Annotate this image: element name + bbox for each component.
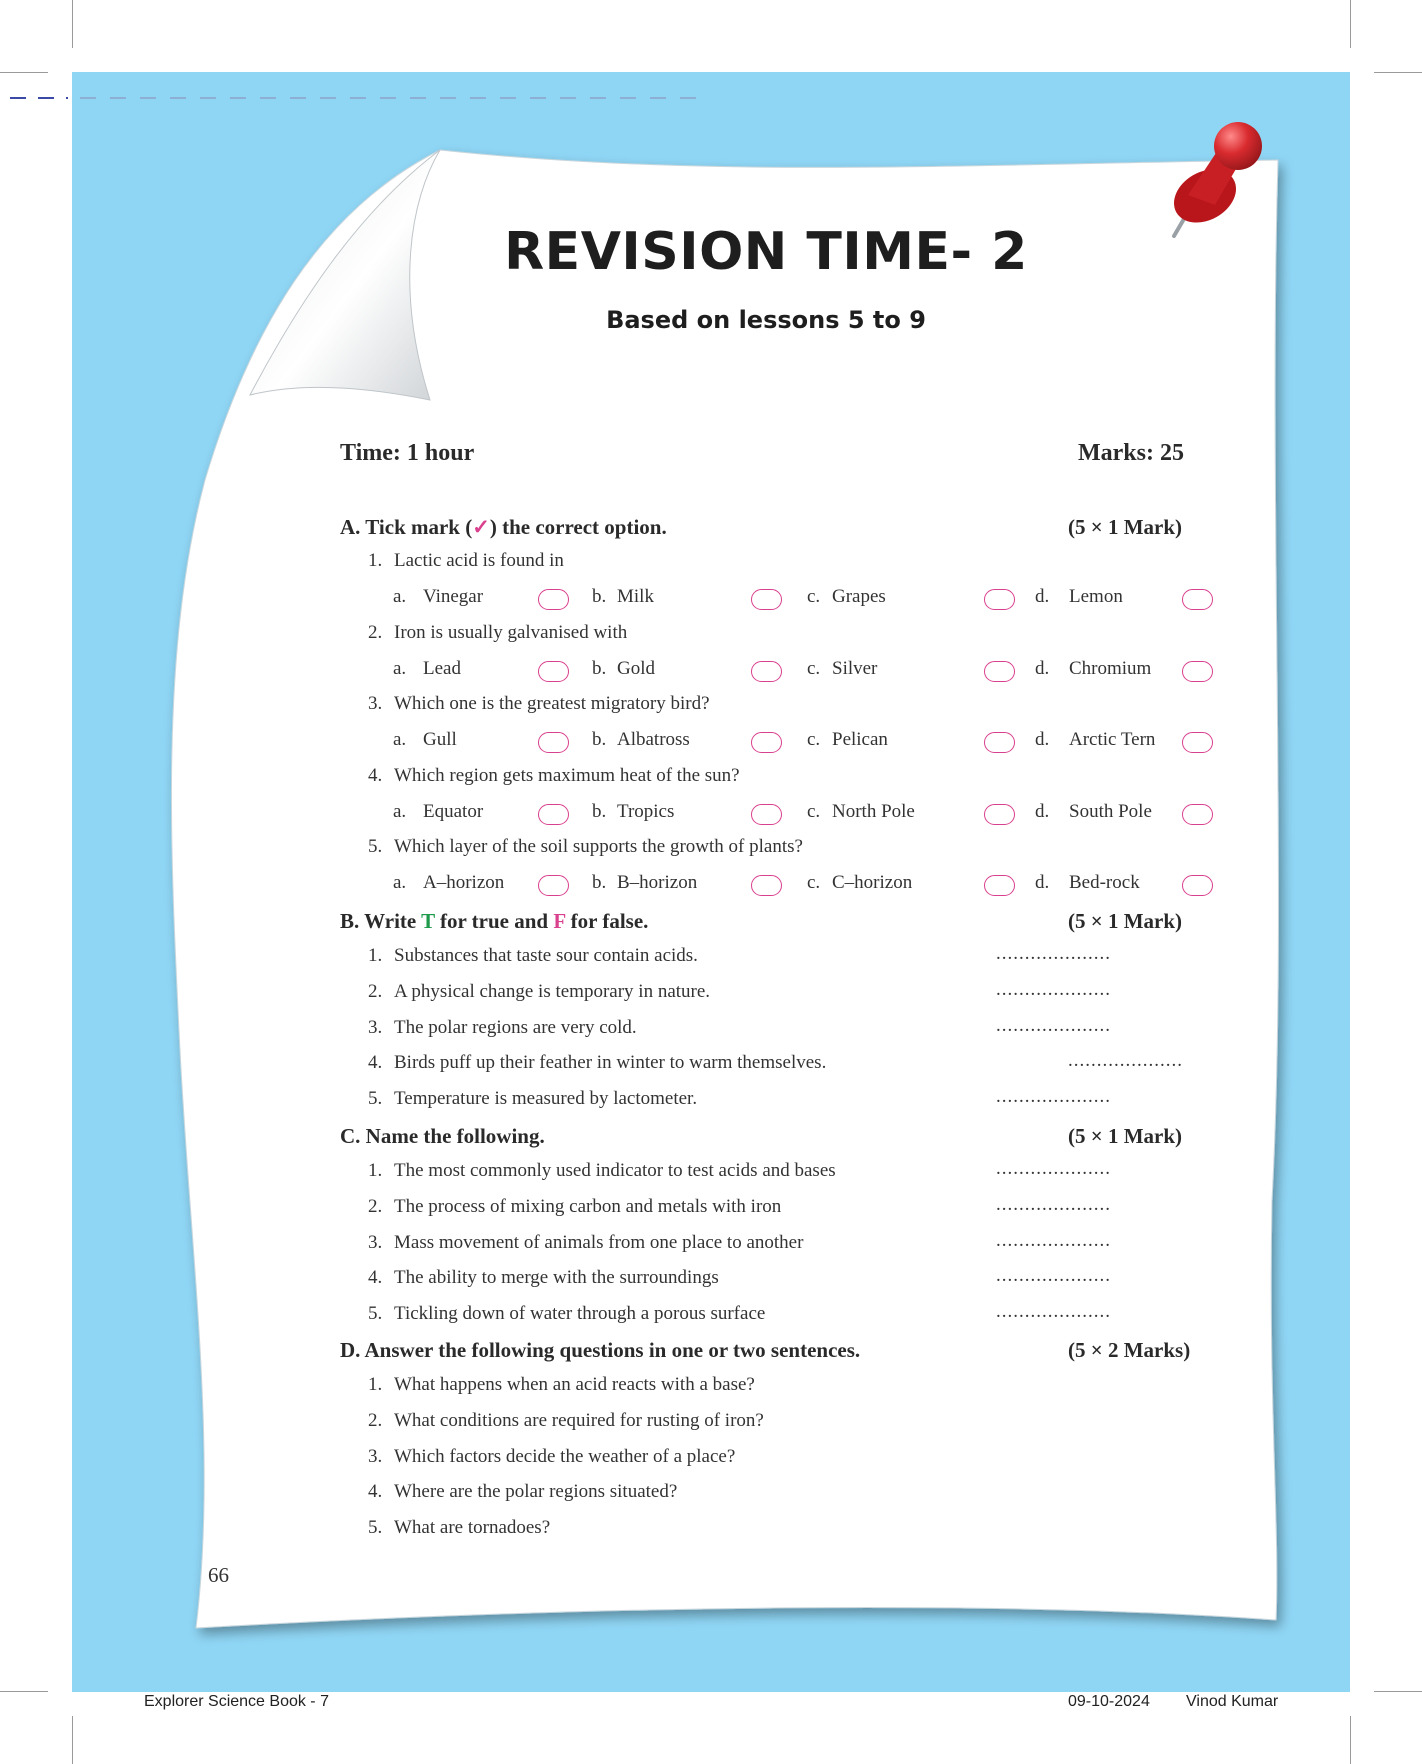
option-label: South Pole xyxy=(1069,800,1152,822)
page-title: REVISION TIME- 2 xyxy=(504,222,1028,282)
option-letter: b. xyxy=(592,872,607,894)
option-label: Milk xyxy=(617,586,654,607)
answer-checkbox[interactable] xyxy=(984,804,1015,825)
answer-checkbox[interactable] xyxy=(538,804,569,825)
option-letter: d. xyxy=(1035,657,1050,679)
question-text: Lactic acid is found in xyxy=(394,550,564,571)
section-c-heading: C. Name the following. xyxy=(340,1124,545,1148)
option-letter: c. xyxy=(807,657,821,679)
item-number: 2. xyxy=(368,1195,383,1217)
answer-blank[interactable]: .................... xyxy=(996,1014,1111,1036)
option-letter: d. xyxy=(1035,800,1050,822)
answer-checkbox[interactable] xyxy=(751,804,782,825)
question-text: Which layer of the soil supports the growth of plants? xyxy=(394,836,803,858)
question-number: 1. xyxy=(368,550,383,571)
question-text: Which region gets maximum heat of the sun? xyxy=(394,764,740,786)
option-label: Lead xyxy=(423,657,461,679)
answer-checkbox[interactable] xyxy=(984,661,1015,682)
item-number: 4. xyxy=(368,1052,383,1074)
question-number: 2. xyxy=(368,621,383,643)
page-subtitle: Based on lessons 5 to 9 xyxy=(606,306,926,334)
item-text: What happens when an acid reacts with a base? xyxy=(394,1374,755,1395)
answer-checkbox[interactable] xyxy=(538,875,569,896)
item-text: What are tornadoes? xyxy=(394,1517,551,1539)
section-a-marks: (5 × 1 Mark) xyxy=(1068,515,1183,539)
item-text: Where are the polar regions situated? xyxy=(394,1481,678,1503)
section-c-marks: (5 × 1 Mark) xyxy=(1068,1124,1183,1148)
item-number: 1. xyxy=(368,1160,383,1181)
option-label: Equator xyxy=(423,800,484,822)
answer-checkbox[interactable] xyxy=(751,661,782,682)
section-b-heading: B. Write T for true and F for false. xyxy=(340,909,649,933)
option-label: C–horizon xyxy=(832,872,913,894)
option-letter: a. xyxy=(393,872,407,894)
section-d-marks: (5 × 2 Marks) xyxy=(1068,1338,1191,1362)
option-label: B–horizon xyxy=(617,872,698,894)
answer-checkbox[interactable] xyxy=(538,732,569,753)
option-label: Lemon xyxy=(1069,586,1123,607)
option-letter: d. xyxy=(1035,872,1050,894)
footer-book-title: Explorer Science Book - 7 xyxy=(144,1693,329,1710)
option-letter: b. xyxy=(592,657,607,679)
item-number: 2. xyxy=(368,980,383,1002)
answer-checkbox[interactable] xyxy=(751,875,782,896)
option-label: Chromium xyxy=(1069,657,1152,679)
item-text: Mass movement of animals from one place to another xyxy=(394,1231,804,1253)
answer-checkbox[interactable] xyxy=(984,732,1015,753)
item-text: Which factors decide the weather of a place? xyxy=(394,1445,736,1467)
answer-checkbox[interactable] xyxy=(1182,804,1213,825)
answer-blank[interactable]: .................... xyxy=(996,1086,1111,1108)
item-number: 4. xyxy=(368,1481,383,1503)
option-letter: b. xyxy=(592,586,607,607)
section-a-heading: A. Tick mark (✓) the correct option. xyxy=(340,515,667,539)
question-number: 5. xyxy=(368,836,383,858)
answer-blank[interactable]: .................... xyxy=(996,1301,1111,1323)
item-text: Temperature is measured by lactometer. xyxy=(394,1088,698,1110)
item-number: 1. xyxy=(368,1374,383,1395)
option-label: Arctic Tern xyxy=(1069,729,1156,751)
item-number: 5. xyxy=(368,1303,383,1325)
section-b-marks: (5 × 1 Mark) xyxy=(1068,909,1183,933)
answer-blank[interactable]: .................... xyxy=(996,943,1111,964)
option-label: Albatross xyxy=(617,729,690,751)
option-label: North Pole xyxy=(832,800,915,822)
answer-blank[interactable]: .................... xyxy=(1068,1050,1183,1072)
option-letter: c. xyxy=(807,729,821,751)
question-text: Which one is the greatest migratory bird? xyxy=(394,693,710,715)
option-label: Vinegar xyxy=(423,586,484,607)
item-number: 2. xyxy=(368,1409,383,1431)
footer-date: 09-10-2024 xyxy=(1068,1693,1150,1710)
answer-blank[interactable]: .................... xyxy=(996,1158,1111,1179)
question-number: 4. xyxy=(368,764,383,786)
option-letter: a. xyxy=(393,586,407,607)
section-d-heading: D. Answer the following questions in one or two sentences. xyxy=(340,1338,861,1362)
answer-checkbox[interactable] xyxy=(751,589,782,610)
option-label: Grapes xyxy=(832,586,886,607)
item-text: A physical change is temporary in nature. xyxy=(394,980,711,1002)
answer-checkbox[interactable] xyxy=(1182,875,1213,896)
item-text: The ability to merge with the surroundings xyxy=(394,1267,719,1289)
answer-blank[interactable]: .................... xyxy=(996,1193,1111,1215)
item-text: Birds puff up their feather in winter to warm themselves. xyxy=(394,1052,827,1074)
marks-label: Marks: 25 xyxy=(1078,440,1184,466)
item-text: The most commonly used indicator to test acids and bases xyxy=(394,1160,836,1181)
item-number: 1. xyxy=(368,945,383,966)
answer-checkbox[interactable] xyxy=(751,732,782,753)
item-text: What conditions are required for rusting of iron? xyxy=(394,1409,764,1431)
option-label: Silver xyxy=(832,657,878,679)
option-letter: a. xyxy=(393,800,407,822)
option-letter: c. xyxy=(807,872,821,894)
question-number: 3. xyxy=(368,693,383,715)
answer-checkbox[interactable] xyxy=(1182,732,1213,753)
item-number: 5. xyxy=(368,1517,383,1539)
option-label: Gull xyxy=(423,729,457,751)
item-text: The process of mixing carbon and metals with iron xyxy=(394,1195,782,1217)
item-text: Substances that taste sour contain acids. xyxy=(394,945,698,966)
answer-checkbox[interactable] xyxy=(1182,661,1213,682)
option-letter: a. xyxy=(393,729,407,751)
answer-checkbox[interactable] xyxy=(1182,589,1213,610)
item-text: Tickling down of water through a porous surface xyxy=(394,1303,766,1325)
option-letter: b. xyxy=(592,800,607,822)
item-number: 5. xyxy=(368,1088,383,1110)
item-text: The polar regions are very cold. xyxy=(394,1016,637,1038)
time-label: Time: 1 hour xyxy=(340,440,475,466)
option-letter: a. xyxy=(393,657,407,679)
answer-checkbox[interactable] xyxy=(984,875,1015,896)
option-label: Tropics xyxy=(617,800,675,822)
footer-author: Vinod Kumar xyxy=(1186,1693,1279,1710)
option-letter: c. xyxy=(807,586,821,607)
answer-blank[interactable]: .................... xyxy=(996,978,1111,1000)
answer-blank[interactable]: .................... xyxy=(996,1265,1111,1287)
option-letter: d. xyxy=(1035,586,1050,607)
item-number: 3. xyxy=(368,1231,383,1253)
option-letter: d. xyxy=(1035,729,1050,751)
item-number: 4. xyxy=(368,1267,383,1289)
option-label: Pelican xyxy=(832,729,888,751)
item-number: 3. xyxy=(368,1445,383,1467)
answer-checkbox[interactable] xyxy=(538,589,569,610)
option-letter: c. xyxy=(807,800,821,822)
question-text: Iron is usually galvanised with xyxy=(394,621,628,643)
tick-mark-icon: ✓ xyxy=(472,515,490,539)
page-number: 66 xyxy=(208,1563,229,1587)
option-letter: b. xyxy=(592,729,607,751)
answer-blank[interactable]: .................... xyxy=(996,1229,1111,1251)
answer-checkbox[interactable] xyxy=(984,589,1015,610)
answer-checkbox[interactable] xyxy=(538,661,569,682)
option-label: Gold xyxy=(617,657,655,679)
option-label: A–horizon xyxy=(423,872,505,894)
item-number: 3. xyxy=(368,1016,383,1038)
option-label: Bed-rock xyxy=(1069,872,1140,894)
